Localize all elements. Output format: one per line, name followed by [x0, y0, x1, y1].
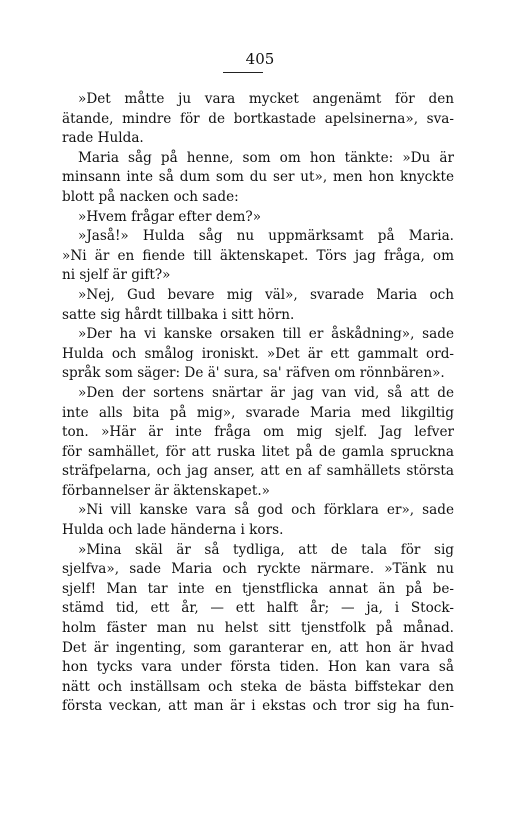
text-line: stämd tid, ett år, — ett halft år; — ja, i Stock-: [62, 600, 454, 617]
text-line: holm fäster man nu helst sitt tjenstfolk på månad.: [62, 620, 454, 637]
text-line: sträfpelarna, och jag anser, att en af samhällets största: [62, 463, 454, 480]
page-number-rule: [223, 72, 263, 73]
text-line: Hulda och lade händerna i kors.: [62, 522, 284, 539]
text-line: för samhället, för att ruska litet på de gamla spruckna: [62, 443, 454, 460]
text-line: Det är ingenting, som garanterar en, att hon är hvad: [62, 639, 454, 656]
text-line: »Jaså!» Hulda såg nu uppmärksamt på Maria.: [78, 228, 454, 245]
page-number: 405: [245, 50, 275, 68]
text-line: satte sig hårdt tillbaka i sitt hörn.: [62, 306, 295, 323]
text-line: blott på nacken och sade:: [62, 188, 239, 205]
text-line: »Ni är en fiende till äktenskapet. Törs jag fråga, om: [62, 247, 454, 264]
text-line: ätande, mindre för de bortkastade apelsinerna», sva-: [62, 110, 454, 127]
text-line: ni sjelf är gift?»: [62, 267, 171, 284]
text-line: inte alls bita på mig», svarade Maria med likgiltig: [62, 404, 454, 421]
text-line: ton. »Här är inte fråga om mig sjelf. Jag lefver: [62, 424, 454, 441]
text-line: »Ni vill kanske vara så god och förklara er», sade: [78, 502, 454, 519]
body-text: [62, 90, 454, 717]
text-line: Hulda och smålog ironiskt. »Det är ett gammalt ord-: [62, 345, 454, 362]
text-line: nätt och inställsam och steka de bästa biffstekar den: [62, 678, 454, 695]
text-line: första veckan, att man är i ekstas och tror sig ha fun-: [62, 698, 454, 715]
text-line: språk som säger: De ä' sura, sa' räfven om rönnbären».: [62, 365, 445, 382]
text-line: »Hvem frågar efter dem?»: [78, 208, 262, 225]
text-line: hon tycks vara under första tiden. Hon kan vara så: [62, 659, 454, 676]
text-line: »Det måtte ju vara mycket angenämt för den: [78, 91, 454, 107]
text-line: minsann inte så dum som du ser ut», men hon knyckte: [62, 169, 454, 186]
text-line: »Mina skäl är så tydliga, att de tala för sig: [78, 541, 454, 558]
text-line: sjelf! Man tar inte en tjenstflicka annat än på be-: [62, 580, 454, 597]
text-line: »Den der sortens snärtar är jag van vid, så att de: [78, 384, 454, 401]
text-line: »Der ha vi kanske orsaken till er åskådning», sade: [78, 326, 454, 343]
text-line: »Nej, Gud bevare mig väl», svarade Maria och: [78, 286, 454, 303]
text-line: Maria såg på henne, som om hon tänkte: »Du är: [78, 149, 454, 166]
text-line: förbannelser är äktenskapet.»: [62, 482, 270, 499]
text-line: rade Hulda.: [62, 130, 144, 147]
text-line: sjelfva», sade Maria och ryckte närmare. »Tänk nu: [62, 561, 454, 578]
